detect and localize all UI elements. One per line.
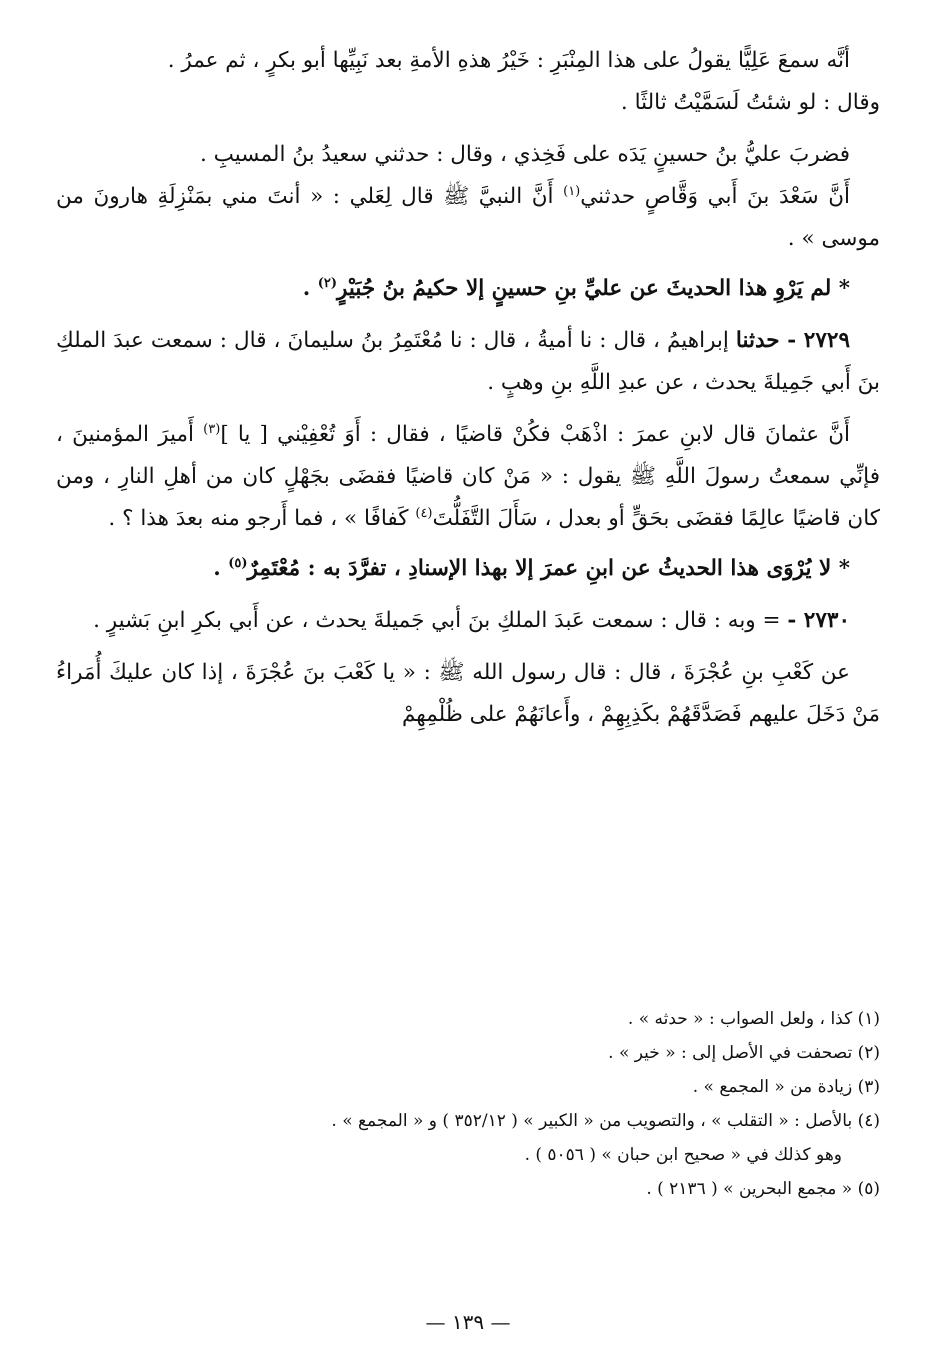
footnote: (٣) زيادة من « المجمع » .	[692, 1077, 880, 1097]
footnote: (١) كذا ، ولعل الصواب : « حدثه » .	[627, 1009, 880, 1029]
main-text	[56, 40, 880, 736]
text-segment: أَنَّ عثمانَ قال لابنِ عمرَ : اذْهَبْ فكُنْ قاضيًا ، فقال : أَوَ تُعْفِيْني [ يا ]	[220, 422, 851, 447]
text-segment: عن كَعْبِ بنِ عُجْرَةَ ، قال : قال رسول الله ﷺ : « يا كَعْبَ بنَ عُجْرَةَ ، إذا كان عليكَ أُمَراءُ مَنْ دَخَلَ عليهم فَصَدَّقَهُمْ بكَذِبِهِمْ ، وأَعانَهُمْ على ظُلْمِهِمْ	[56, 660, 880, 727]
text-segment: * لم يَرْوِ هذا الحديثَ عن عليِّ بنِ حسينٍ إلا حكيمُ بنُ جُبَيْرٍ	[337, 276, 850, 301]
text-segment: أَميرَ المؤمنينَ ، فإنِّي سمعتُ رسولَ اللَّهِ ﷺ يقول : « مَنْ كان قاضيًا فقضَى بجَهْلٍ كان من أهلِ النارِ ، ومن كان قاضيًا عالِمًا فقضَى بحَقٍّ أو بعدل ، سَأَلَ التَّفَلُّتَ	[56, 422, 880, 531]
footnote: (٤) بالأصل : « التقلب » ، والتصويب من « الكبير » ( ٣٥٢/١٢ ) و « المجمع » .	[331, 1111, 880, 1131]
text-segment: أَنَّ النبيَّ ﷺ قال لِعَلي : « أنتَ مني بمَنْزِلَةِ هارونَ من موسى » .	[56, 184, 880, 251]
footnote-ref: (٢)	[317, 275, 338, 291]
page-number: — ١٣٩ —	[425, 1310, 511, 1334]
footnotes-section	[56, 1002, 880, 1206]
paragraph-p9	[56, 600, 880, 642]
text-segment: = وبه : قال : سمعت عَبدَ الملكِ بنَ أبي جَميلةَ يحدث ، عن أَبي بكرِ ابنِ بَشيرٍ .	[93, 608, 788, 633]
footnote: (٥) « مجمع البحرين » ( ٢١٣٦ ) .	[646, 1179, 880, 1199]
paragraph-p6	[56, 320, 880, 404]
paragraph-p3	[56, 134, 880, 176]
paragraph-p5	[56, 268, 880, 310]
paragraph-p2	[56, 82, 880, 124]
footnote: وهو كذلك في « صحيح ابن حبان » ( ٥٠٥٦ ) .	[524, 1145, 842, 1165]
text-segment: أَنَّ سَعْدَ بنَ أَبي وَقَّاصٍ حدثني	[580, 184, 850, 209]
footnote-ref: (٥)	[228, 555, 248, 571]
book-page	[56, 40, 880, 1344]
paragraph-p10	[56, 652, 880, 736]
text-segment: * لا يُرْوَى هذا الحديثُ عن ابنِ عمرَ إلا بهذا الإسنادِ ، تفرَّدَ به : مُعْتَمِرٌ	[247, 556, 850, 581]
hadith-number: ٢٧٣٠ -	[787, 608, 850, 633]
paragraph-p4	[56, 176, 880, 260]
footnote: (٢) تصحفت في الأصل إلى : « خير » .	[608, 1043, 880, 1063]
text-segment: كَفافًا » ، فما أَرجو منه بعدَ هذا ؟ .	[108, 506, 416, 531]
hadith-number: ٢٧٢٩ - حدثنا	[735, 328, 850, 353]
text-segment: .	[302, 276, 318, 301]
footnote-ref: (٤)	[415, 505, 433, 521]
text-segment: إبراهيمُ ، قال : نا أميةُ ، قال : نا مُعْتَمِرُ بنُ سليمانَ ، قال : سمعت عبدَ الملكِ بنَ أَبي جَمِيلةَ يحدث ، عن عبدِ اللَّهِ بنِ وهبٍ .	[56, 328, 880, 395]
footnote-ref: (٣)	[203, 421, 221, 437]
text-segment: أنَّه سمعَ عَلِيًّا يقولُ على هذا المِنْبَرِ : خَيْرُ هذهِ الأمةِ بعد نَبِيِّها أبو بكرٍ ، ثم عمرُ .	[167, 48, 850, 73]
footnote-ref: (١)	[563, 183, 581, 199]
text-segment: فضربَ عليُّ بنُ حسينٍ يَدَه على فَخِذي ، وقال : حدثني سعيدُ بنُ المسيبِ .	[200, 142, 850, 167]
paragraph-p1	[56, 40, 880, 82]
text-segment: .	[213, 556, 229, 581]
paragraph-p8	[56, 548, 880, 590]
paragraph-p7	[56, 414, 880, 540]
text-segment: وقال : لو شئتُ لَسَمَّيْتُ ثالثًا .	[620, 90, 880, 115]
